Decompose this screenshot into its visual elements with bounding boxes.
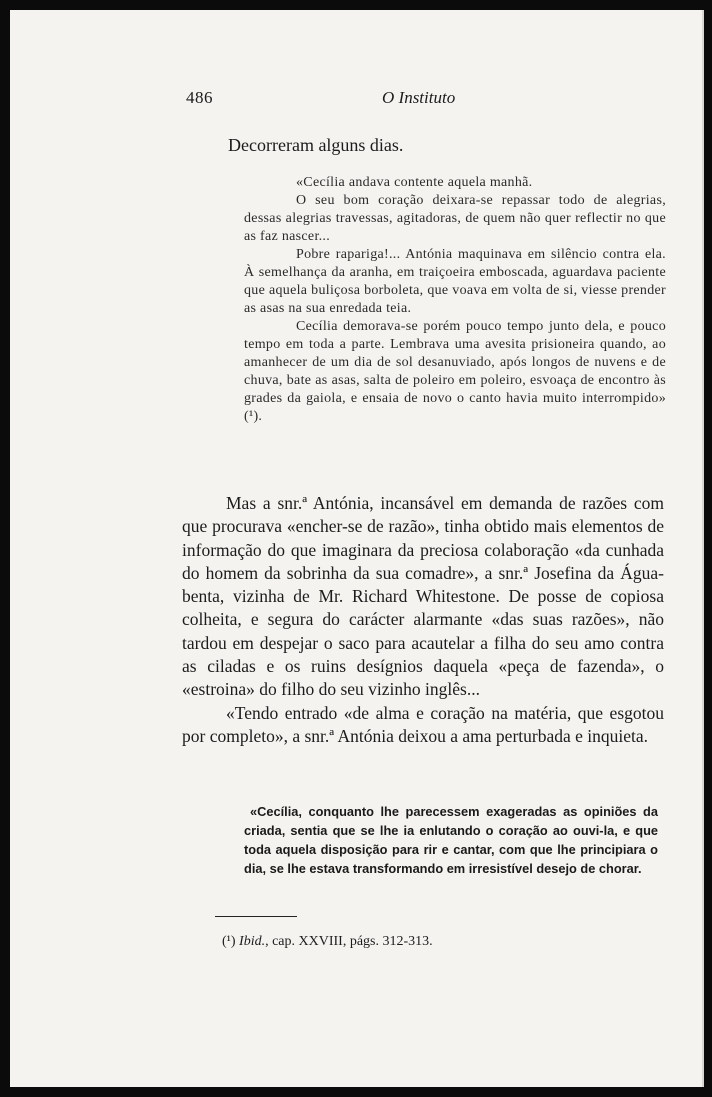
footnote-reference: , cap. XXVIII, págs. 312-313. <box>265 934 433 949</box>
quote2-paragraph-1: «Cecília, conquanto lhe parecessem exageradas as opiniões da criada, sentia que se lhe ia enlutando o coração ao ouvi-la, e que toda aquela disposição para rir e cantar, com que lhe principiara o dia, se lhe estava transformando em irresistível desejo de chorar. <box>244 804 658 876</box>
main-paragraph-1: Mas a snr.ª Antónia, incansável em demanda de razões com que procurava «encher-se de razão», tinha obtido mais elementos de informação do que imaginara da preciosa colaboração «da cunhada do homem da sobrinha da sua comadre», a snr.ª Josefina da Água-benta, vizinha de Mr. Richard Whitestone. De posse de copiosa colheita, e segura do carácter alarmante «das suas razões», não tardou em despejar o saco para acautelar a filha do seu amo contra as ciladas e os ruins desígnios daquela «peça de fazenda», o «estroina» do filho do seu vizinho inglês... <box>182 493 664 700</box>
quote1-paragraph-1: «Cecília andava contente aquela manhã. <box>296 175 533 190</box>
main-text <box>182 492 664 748</box>
page-number: 486 <box>186 88 213 107</box>
quote1-paragraph-2: O seu bom coração deixara-se repassar todo de alegrias, dessas alegrias travessas, agitadoras, de quem não quer reflectir no que as faz nascer... <box>244 193 666 244</box>
footnote-source: Ibid. <box>239 934 266 949</box>
block-quote-2 <box>244 802 658 878</box>
block-quote-1 <box>244 174 666 426</box>
running-title: O Instituto <box>382 88 456 107</box>
quote1-paragraph-3: Pobre rapariga!... Antónia maquinava em silêncio contra ela. À semelhança da aranha, em traiçoeira emboscada, aguardava paciente que aquela buliçosa borboleta, que voava em volta de si, viesse prender as asas na sua enredada teia. <box>244 247 666 316</box>
footnote-marker: (¹) <box>222 934 236 949</box>
quote1-paragraph-4: Cecília demorava-se porém pouco tempo junto dela, e pouco tempo em toda a parte. Lembrava uma avesita prisioneira quando, ao amanhecer de um dia de sol desanuviado, após longos de nuvens e de chuva, bate as asas, salta de poleiro em poleiro, esvoaça de encontro às grades da gaiola, e ensaia de novo o canto havia muito interrompido» (¹). <box>244 319 666 424</box>
main-paragraph-2: «Tendo entrado «de alma e coração na matéria, que esgotou por completo», a snr.ª Antónia deixou a ama perturbada e inquieta. <box>182 702 664 746</box>
footnote-rule <box>215 916 297 917</box>
book-page <box>10 10 704 1087</box>
footnote <box>222 934 433 950</box>
page-header <box>10 88 702 112</box>
opening-line: Decorreram alguns dias. <box>228 135 404 155</box>
